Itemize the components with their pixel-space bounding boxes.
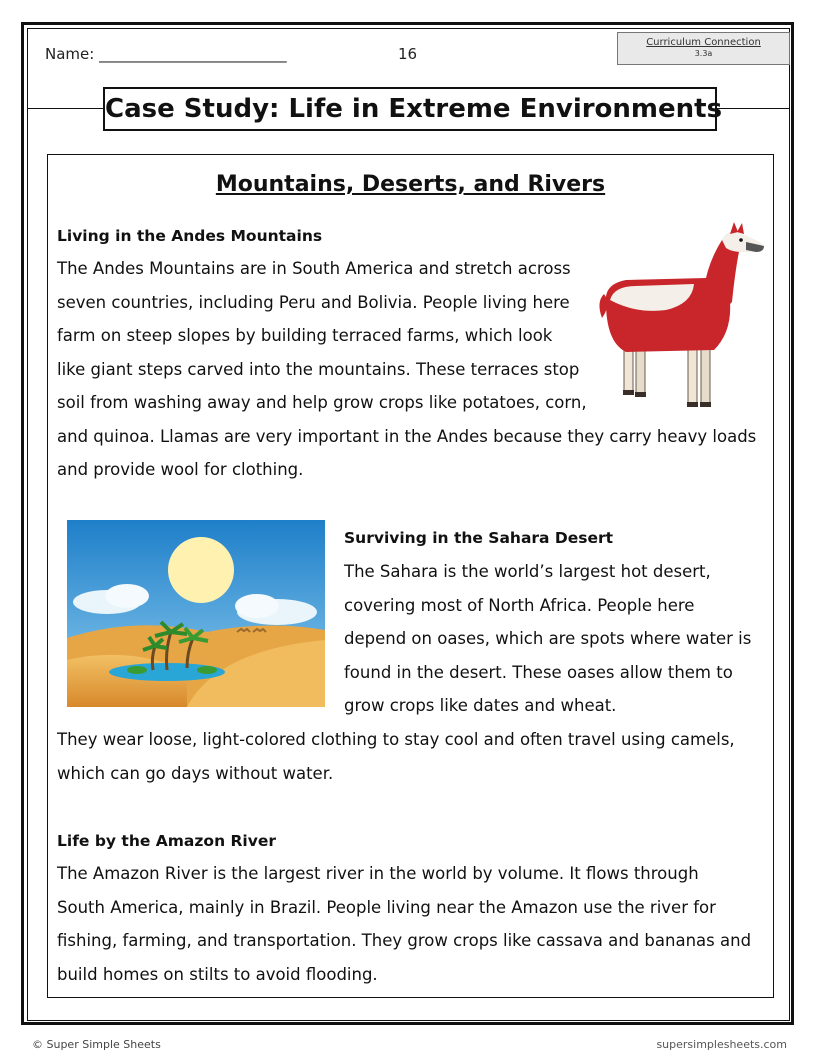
page-number: 16 xyxy=(398,45,418,63)
section-heading: Mountains, Deserts, and Rivers xyxy=(215,172,606,197)
sahara-paragraph-full xyxy=(57,723,735,790)
andes-line: and provide wool for clothing. xyxy=(57,460,304,479)
website-link[interactable]: supersimplesheets.com xyxy=(656,1038,787,1051)
sahara-line: grow crops like dates and wheat. xyxy=(344,696,617,715)
sahara-heading: Surviving in the Sahara Desert xyxy=(344,529,614,547)
sahara-line: found in the desert. These oases allow them to xyxy=(344,662,733,682)
curriculum-connection-link[interactable]: Curriculum Connection xyxy=(646,37,761,48)
page-title: Case Study: Life in Extreme Environments xyxy=(103,87,717,131)
andes-line: and quinoa. Llamas are very important in the Andes because they carry heavy loads xyxy=(57,426,757,446)
andes-line: farm on steep slopes by building terraced farms, which look xyxy=(57,326,553,345)
amazon-line: The Amazon River is the largest river in the world by volume. It flows through xyxy=(57,864,699,883)
andes-line: like giant steps carved into the mountains. These terraces stop xyxy=(57,359,580,379)
curriculum-code: 3.3a xyxy=(694,49,713,58)
amazon-paragraph xyxy=(57,857,751,991)
andes-line: soil from washing away and help grow crops like potatoes, corn, xyxy=(57,393,587,412)
sahara-paragraph-right xyxy=(344,555,751,723)
desert-oasis-illustration xyxy=(67,520,325,707)
amazon-line: fishing, farming, and transportation. They grow crops like cassava and bananas and xyxy=(57,931,752,950)
sahara-line: covering most of North Africa. People here xyxy=(344,595,695,615)
name-field[interactable]: Name: _________________________ xyxy=(45,45,287,63)
amazon-heading: Life by the Amazon River xyxy=(57,832,277,850)
curriculum-connection-box xyxy=(617,32,790,65)
copyright-text: © Super Simple Sheets xyxy=(32,1038,161,1051)
amazon-line: build homes on stilts to avoid flooding. xyxy=(57,964,378,984)
andes-line: The Andes Mountains are in South America and stretch across xyxy=(57,259,571,278)
amazon-line: South America, mainly in Brazil. People living near the Amazon use the river for xyxy=(57,897,716,917)
sahara-line: depend on oases, which are spots where water is xyxy=(344,629,752,648)
llama-illustration xyxy=(596,222,768,410)
sahara-line: which can go days without water. xyxy=(57,763,334,783)
andes-line: seven countries, including Peru and Bolivia. People living here xyxy=(57,292,570,312)
andes-heading: Living in the Andes Mountains xyxy=(57,227,323,245)
sahara-line: They wear loose, light-colored clothing to stay cool and often travel using camels, xyxy=(57,730,735,749)
sahara-line: The Sahara is the world’s largest hot desert, xyxy=(344,562,711,581)
